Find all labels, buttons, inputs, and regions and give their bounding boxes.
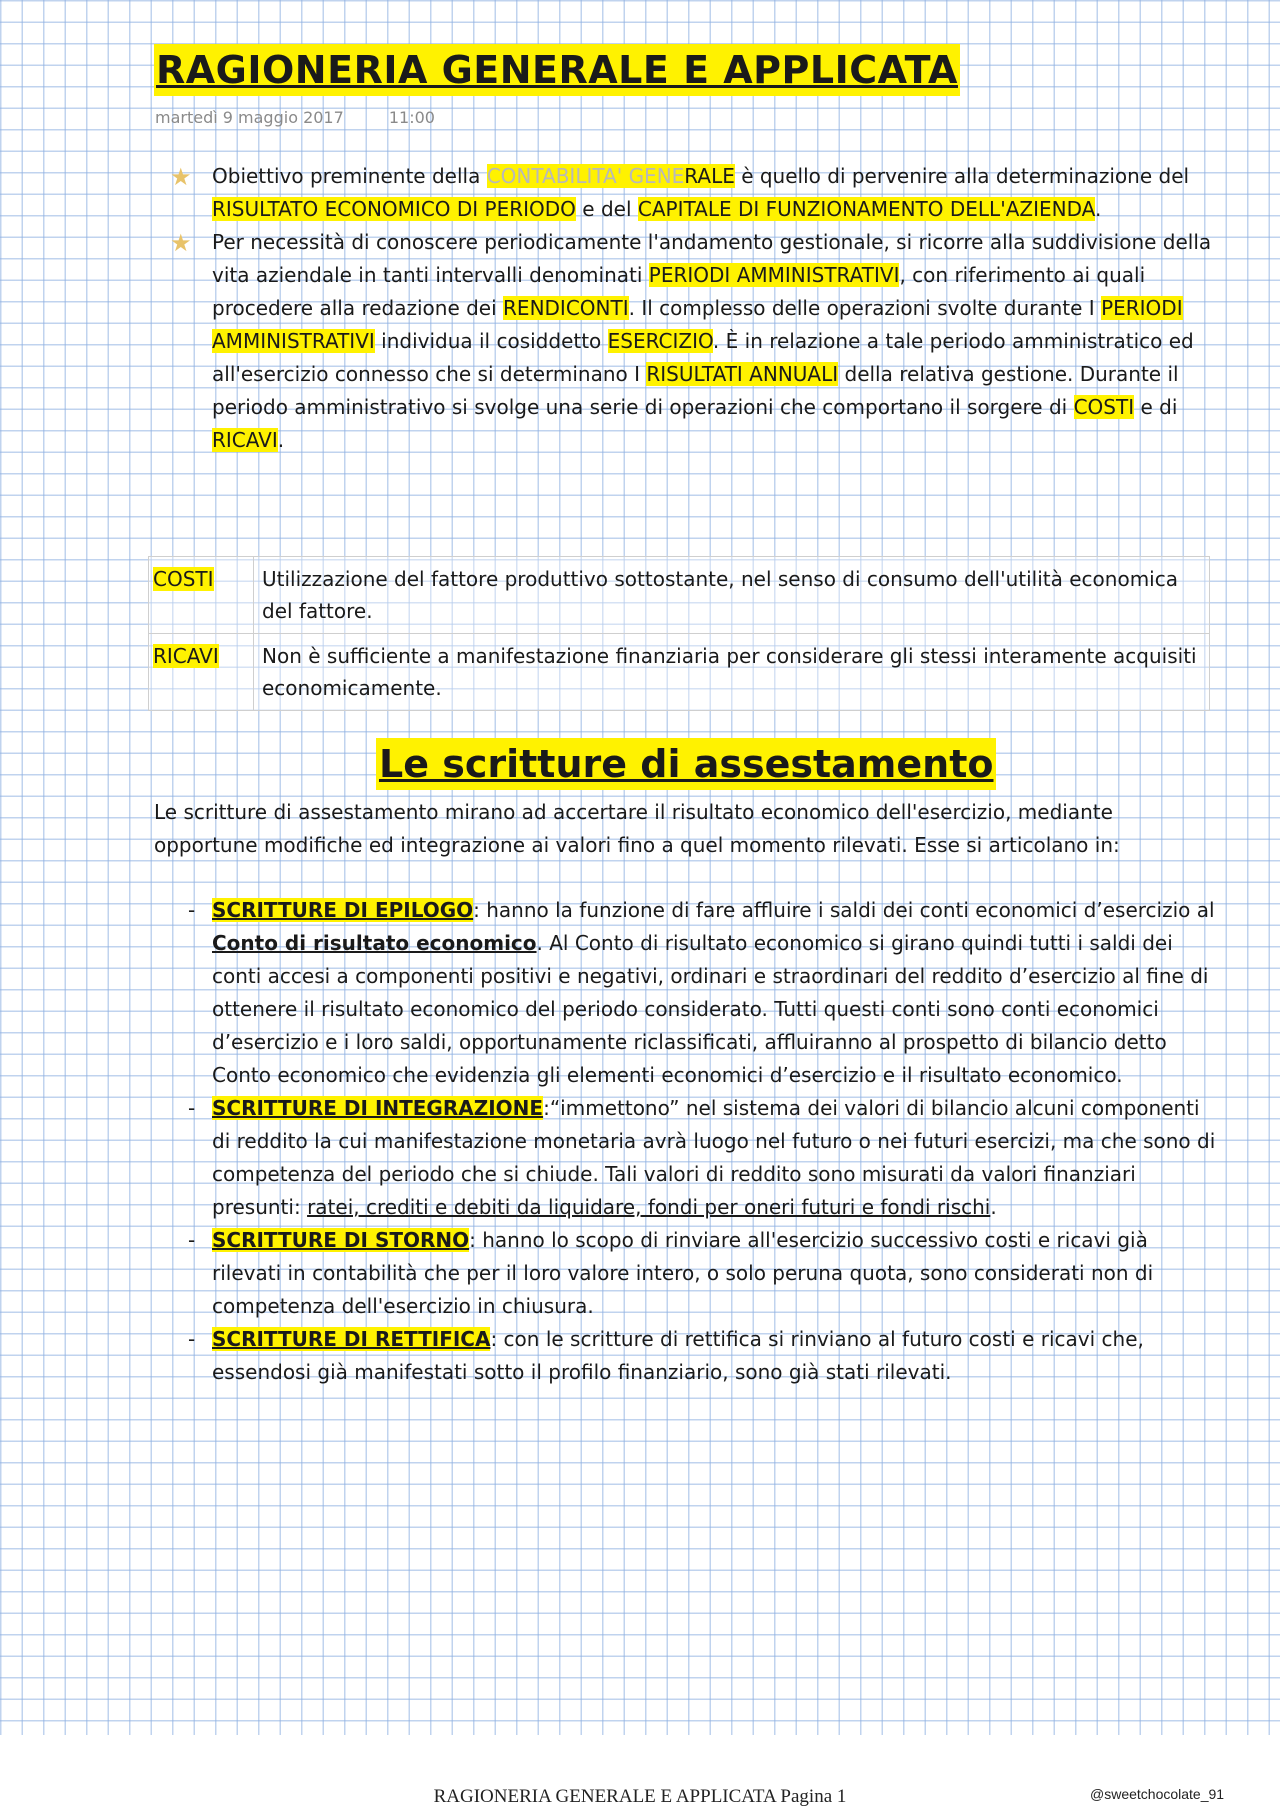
- author-handle: @sweetchocolate_91: [1090, 1786, 1225, 1802]
- entry-term: SCRITTURE DI EPILOGO: [212, 898, 474, 922]
- document-title: RAGIONERIA GENERALE E APPLICATA: [154, 44, 960, 96]
- star-icon: ★: [170, 163, 192, 191]
- definition-term: RICAVI: [149, 634, 254, 711]
- entry-term: SCRITTURE DI STORNO: [212, 1228, 470, 1252]
- list-item: ★ Per necessità di conoscere periodicamente l'andamento gestionale, si ricorre alla suddivisione della vita aziendale in tanti intervalli denominati PERIODI AMMINISTRATIVI, con riferimento ai quali procedere alla redazione dei RENDICONTI. Il complesso delle operazioni svolte durante I PERIODI AMMINISTRATIVI individua il cosiddetto ESERCIZIO. È in relazione a tale periodo amministratico ed all'esercizio connesso che si determinano I RISULTATI ANNUALI della relativa gestione. Durante il periodo amministrativo si svolge una serie di operazioni che comportano il sorgere di COSTI e di RICAVI.: [170, 229, 1212, 452]
- list-item: - SCRITTURE DI RETTIFICA: con le scritture di rettifica si rinviano al futuro costi e ricavi che, essendosi già manifestati sotto il profilo finanziario, sono già stati rilevati.: [188, 1327, 1144, 1384]
- note-time: 11:00: [388, 108, 435, 127]
- definitions-table: [148, 556, 1210, 711]
- definition-term: COSTI: [149, 557, 254, 634]
- list-item: - SCRITTURE DI EPILOGO: hanno la funzione di fare affluire i saldi dei conti economici d’esercizio al Conto di risultato economico. Al Conto di risultato economico si girano quindi tutti i saldi dei conti accesi a componenti positivi e negativi, ordinari e straordinari del reddito d’esercizio al fine di ottenere il risultato economico del periodo considerato. Tutti questi conti sono conti economici d’esercizio e i loro saldi, opportunamente riclassificati, affluiranno al prospetto di bilancio detto Conto economico che evidenzia gli elementi economici d’esercizio e il risultato economico.: [188, 898, 1215, 1087]
- list-item: - SCRITTURE DI INTEGRAZIONE:“immettono” nel sistema dei valori di bilancio alcuni componenti di reddito la cui manifestazione monetaria avrà luogo nel futuro o nei futuri esercizi, ma che sono di competenza del periodo che si chiude. Tali valori di reddito sono misurati da valori finanziari presunti: ratei, crediti e debiti da liquidare, fondi per oneri futuri e fondi rischi.: [188, 1096, 1216, 1219]
- note-date: martedì 9 maggio 2017: [155, 108, 344, 127]
- table-row: [149, 634, 1210, 711]
- section-intro: Le scritture di assestamento mirano ad accertare il risultato economico dell'esercizio, mediante opportune modifiche ed integrazione ai valori fino a quel momento rilevati. Esse si articolano in:: [154, 800, 1120, 857]
- entry-term: SCRITTURE DI RETTIFICA: [212, 1327, 491, 1351]
- table-row: [149, 557, 1210, 634]
- objectives-list: [170, 160, 1220, 457]
- adjustments-list: [188, 894, 1218, 1389]
- entry-term: SCRITTURE DI INTEGRAZIONE: [212, 1096, 544, 1120]
- definition-text: Utilizzazione del fattore produttivo sottostante, nel senso di consumo dell'utilità economica del fattore.: [254, 557, 1210, 634]
- definition-text: Non è sufficiente a manifestazione finanziaria per considerare gli stessi interamente acquisiti economicamente.: [254, 634, 1210, 711]
- section-title: Le scritture di assestamento: [376, 738, 996, 790]
- note-metadata: [155, 108, 435, 127]
- star-icon: ★: [170, 229, 192, 257]
- page-footer: RAGIONERIA GENERALE E APPLICATA Pagina 1: [433, 1786, 847, 1807]
- list-item: - SCRITTURE DI STORNO: hanno lo scopo di rinviare all'esercizio successivo costi e ricavi già rilevati in contabilità che per il loro valore intero, o solo peruna quota, sono considerati non di competenza dell'esercizio in chiusura.: [188, 1228, 1154, 1318]
- list-item: ★ Obiettivo preminente della CONTABILITA' GENERALE è quello di pervenire alla determinazione del RISULTATO ECONOMICO DI PERIODO e del CAPITALE DI FUNZIONAMENTO DELL'AZIENDA.: [170, 163, 1190, 221]
